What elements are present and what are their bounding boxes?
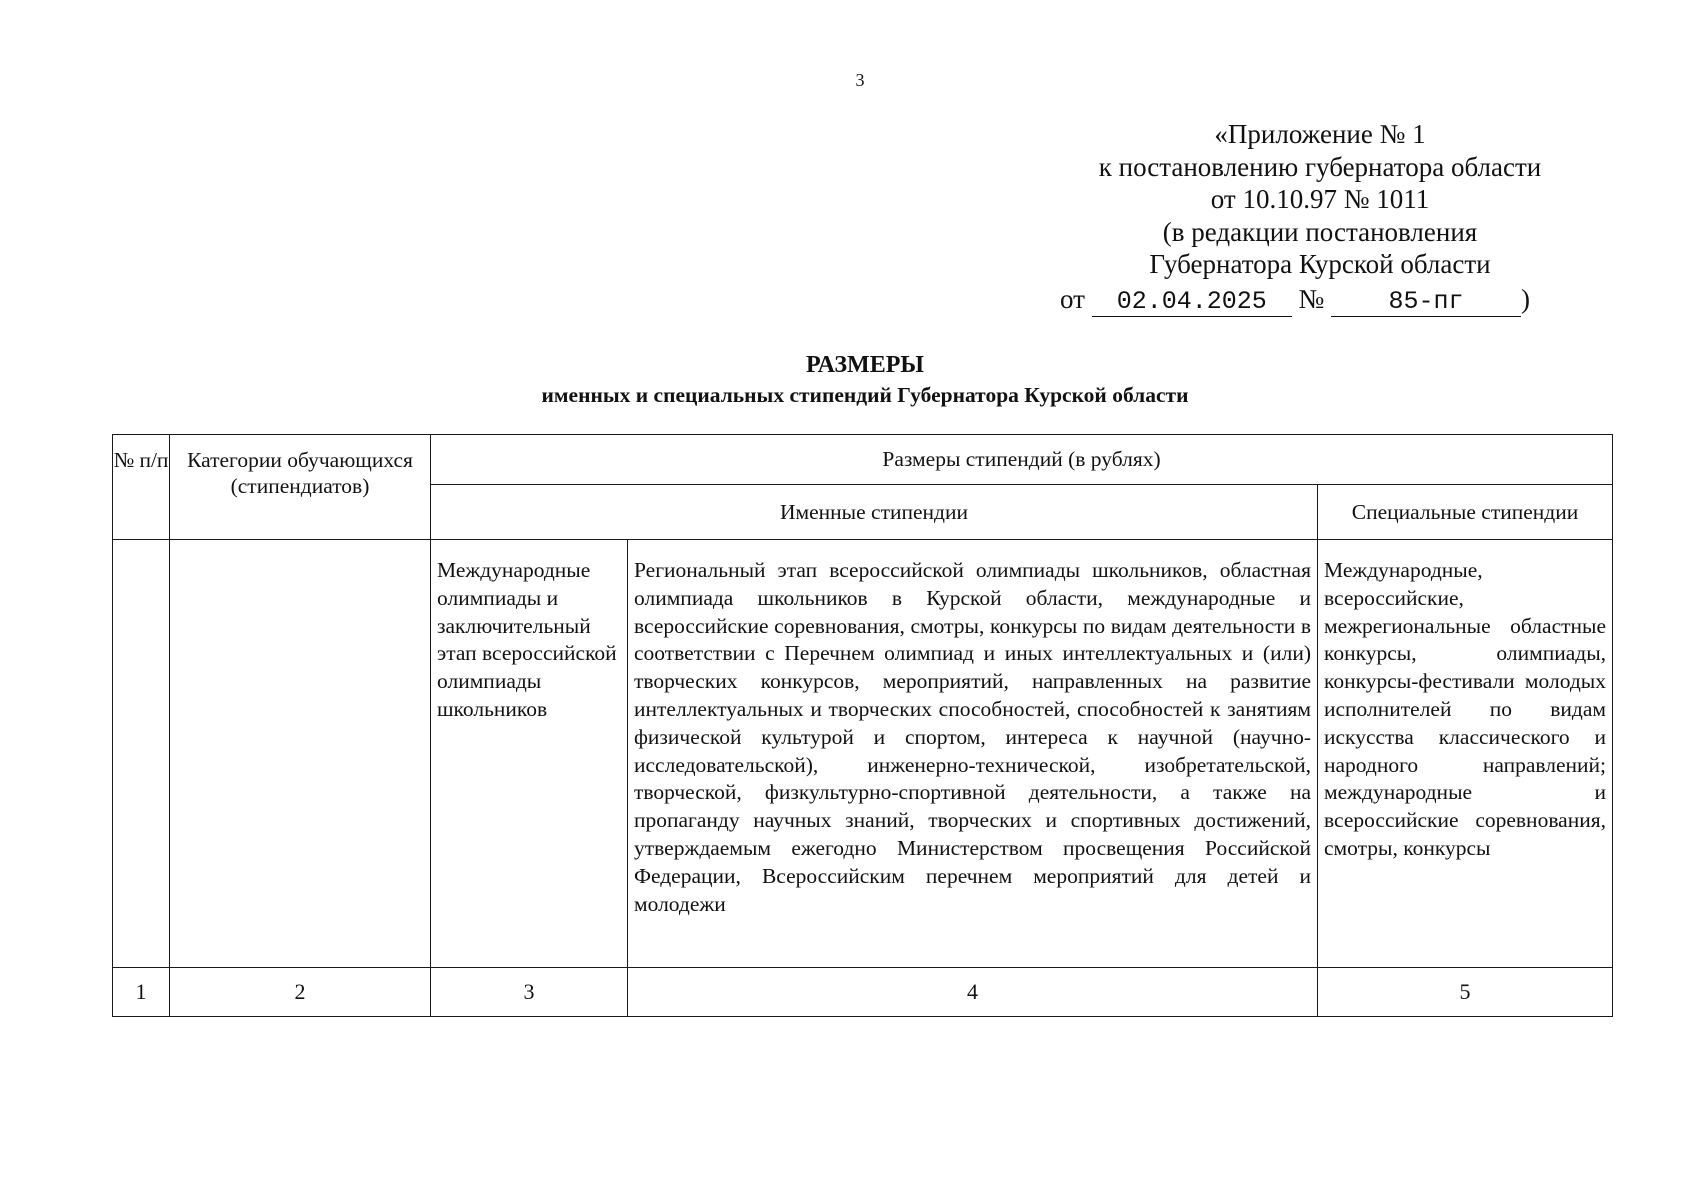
appendix-block [1040,118,1600,317]
appendix-line-5: Губернатора Курской области [1149,249,1491,279]
closing-parenthesis: ) [1520,283,1530,314]
document-subtitle: именных и специальных стипендий Губернатора Курской области [541,383,1189,407]
table-row [113,540,1613,968]
resolution-date: 02.04.2025 [1092,288,1292,317]
page-number: 3 [855,70,865,90]
appendix-line-4: (в редакции постановления [1162,216,1478,247]
appendix-date-line [1040,283,1600,317]
date-prefix: от [1060,283,1085,314]
header-sizes: Размеры стипендий (в рублях) [431,435,1613,485]
column-number-2: 2 [170,968,431,1017]
header-category: Категории обучающихся (стипендиатов) [170,435,431,540]
number-prefix: № [1298,283,1325,314]
appendix-line-2: к постановлению губернатора области [1098,151,1542,182]
cell-special-competitions: Международные, всероссийские, межрегиональные областные конкурсы, олимпиады, конкурсы-фестивали молодых исполнителей по видам искусства классического и народного направлений; международные и всероссийские соревнования, смотры, конкурсы [1318,540,1613,968]
appendix-line-3: от 10.10.97 № 1011 [1210,184,1430,214]
header-special-stipends: Специальные стипендии [1318,485,1613,540]
table-header-row-1 [113,435,1613,485]
column-numbers-row [113,968,1613,1017]
cell-category [170,540,431,968]
stipend-table [112,434,1613,1017]
column-number-1: 1 [113,968,170,1017]
column-number-5: 5 [1318,968,1613,1017]
document-title: РАЗМЕРЫ [806,352,924,378]
cell-number [113,540,170,968]
header-named-stipends: Именные стипендии [431,485,1318,540]
appendix-line-1: «Приложение № 1 [1214,119,1426,149]
document-heading [0,350,1702,410]
cell-regional-olympiads: Региональный этап всероссийской олимпиады школьников, областная олимпиада школьников в Курской области, международные и всероссийские соревнования, смотры, конкурсы по видам деятельности в соответствии с Перечнем олимпиад и иных интеллектуальных и (или) творческих конкурсов, мероприятий, направленных на развитие интеллектуальных и творческих способностей, способностей к занятиям физической культурой и спортом, интереса к научной (научно-исследовательской), инженерно-технической, изобретательской, творческой, физкультурно-спортивной деятельности, а также на пропаганду научных знаний, творческих и спортивных достижений, утверждаемым ежегодно Министерством просвещения Российской Федерации, Всероссийским перечнем мероприятий для детей и молодежи [628,540,1318,968]
column-number-4: 4 [628,968,1318,1017]
column-number-3: 3 [431,968,628,1017]
resolution-number: 85-пг [1331,288,1521,317]
cell-international-olympiads: Международные олимпиады и заключительный этап всероссийской олимпиады школьников [431,540,628,968]
header-number: № п/п [113,435,170,540]
